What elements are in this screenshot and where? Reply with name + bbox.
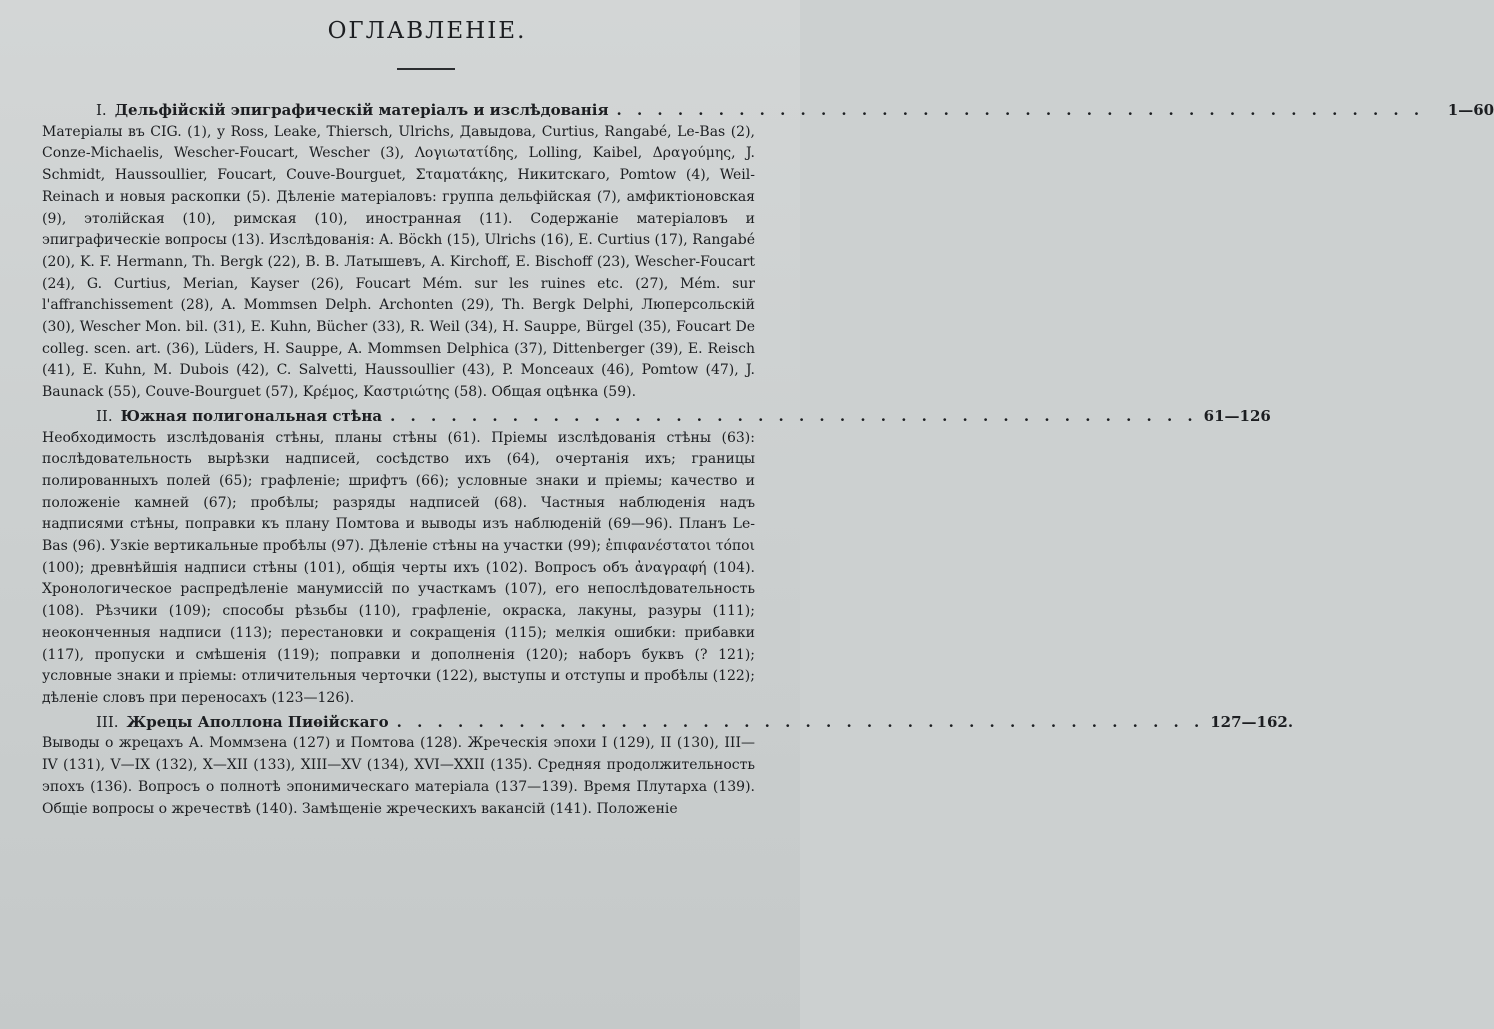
section-number: III. <box>96 712 119 731</box>
section-title: Жрецы Аполлона Пиѳійскаго <box>126 712 389 731</box>
section-summary: Необходимость изслѣдованія стѣны, планы стѣны (61). Пріемы изслѣдованія стѣны (63): послѣдовательность вырѣзки надписей, сосѣдство ихъ (64), очертанія ихъ; границы полированныхъ полей (65); графленіе; шрифтъ (66); условные знаки и пріемы; качество и положеніе камней (67); пробѣлы; разряды надписей (68). Частныя наблюденія надъ надписями стѣны, поправки къ плану Помтова и выводы изъ наблюденій (69—96). Планъ Le-Bas (96). Узкіе вертикальные пробѣлы (97). Дѣленіе стѣны на участки (99); ἐπιφανέστατοι τόποι (100); древнѣйшія надписи стѣны (101), общія черты ихъ (102). Вопросъ объ ἀναγραφή (104). Хронологическое распредѣленіе манумиссій по участкамъ (107), его непослѣдовательность (108). Рѣзчики (109); способы рѣзьбы (110), графленіе, окраска, лакуны, разуры (111); неоконченныя надписи (113); перестановки и сокращенія (115); мелкія ошибки: прибавки (117), пропуски и смѣшенія (119); поправки и дополненія (120); наборъ буквъ (? 121); условные знаки и пріемы: отличительныя черточки (122), выступы и отступы и пробѣлы (122); дѣленіе словъ при переносахъ (123—126). <box>42 429 755 706</box>
page-title: ОГЛАВЛЕНІЕ. <box>327 18 527 44</box>
dot-leader: . . . . . . . . . . . . . . . . . . . . . . . . . . . . . . . . . . . . . . . . <box>396 712 1205 731</box>
section-summary: Матеріалы въ CIG. (1), у Ross, Leake, Thiersch, Ulrichs, Давыдова, Curtius, Rangabé, Le-Bas (2), Conze-Michaelis, Wescher-Foucart, Wescher (3), Λογιωτατίδης, Lolling, Kaibel, Δραγούμης, J. Schmidt, Haussoullier, Foucart, Couve-Bourguet, Σταματάκης, Никитскаго, Pomtow (4), Weil-Reinach и новыя раскопки (5). Дѣленіе матеріаловъ: группа дельфійская (7), амфиктіоновская (9), этолійская (10), римская (10), иностранная (11). Содержаніе матеріаловъ и эпиграфическіе вопросы (13). Изслѣдованія: A. Böckh (15), Ulrichs (16), E. Curtius (17), Rangabé (20), K. F. Hermann, Th. Bergk (22), В. В. Латышевъ, A. Kirchoff, E. Bischoff (23), Wescher-Foucart (24), G. Curtius, Merian, Kayser (26), Foucart Mém. sur les ruines etc. (27), Mém. sur l'affranchissement (28), A. Mommsen Delph. Archonten (29), Th. Bergk Delphi, Люперсольскій (30), Wescher Mon. bil. (31), E. Kuhn, Bücher (33), R. Weil (34), H. Sauppe, Bürgel (35), Foucart De colleg. scen. art. (36), Lüders, H. Sauppe, A. Mommsen Delphica (37), Dittenberger (39), E. Reisch (41), E. Kuhn, M. Dubois (42), C. Salvetti, Haussoullier (43), P. Monceaux (46), Pomtow (47), J. Baunack (55), Couve-Bourguet (57), Κρέμος, Καστριώτης (58). Общая оцѣнка (59). <box>42 123 755 401</box>
title-divider <box>397 68 455 70</box>
section-pages: 61—126 <box>1203 406 1271 425</box>
section-heading <box>42 712 1294 734</box>
section-heading <box>42 100 1494 122</box>
toc-section-3 <box>42 712 1294 821</box>
section-number: I. <box>96 101 107 119</box>
section-title: Дельфійскій эпиграфическій матеріалъ и изслѣдованія <box>114 101 609 119</box>
section-title: Южная полигональная стѣна <box>120 406 383 425</box>
section-heading <box>42 406 1271 428</box>
dot-leader: . . . . . . . . . . . . . . . . . . . . . . . . . . . . . . . . . . . . . . . . <box>390 406 1198 425</box>
section-summary: Выводы о жрецахъ А. Моммзена (127) и Помтова (128). Жреческія эпохи I (129), II (130), III—IV (131), V—IX (132), X—XII (133), XIII—XV (134), XVI—XXII (135). Средняя продолжительность эпохъ (136). Вопросъ о полнотѣ эпонимическаго матеріала (137—139). Время Плутарха (139). Общіе вопросы о жречествѣ (140). Замѣщеніе жреческихъ вакансій (141). Положеніе <box>42 735 755 817</box>
section-pages: 1—60 <box>1447 101 1494 119</box>
dot-leader: . . . . . . . . . . . . . . . . . . . . . . . . . . . . . . . . . . . . . . . . <box>616 101 1425 119</box>
section-pages: 127—162. <box>1210 712 1294 731</box>
section-number: II. <box>96 406 113 425</box>
toc-section-2 <box>42 406 1271 710</box>
toc-section-1 <box>42 100 1494 404</box>
